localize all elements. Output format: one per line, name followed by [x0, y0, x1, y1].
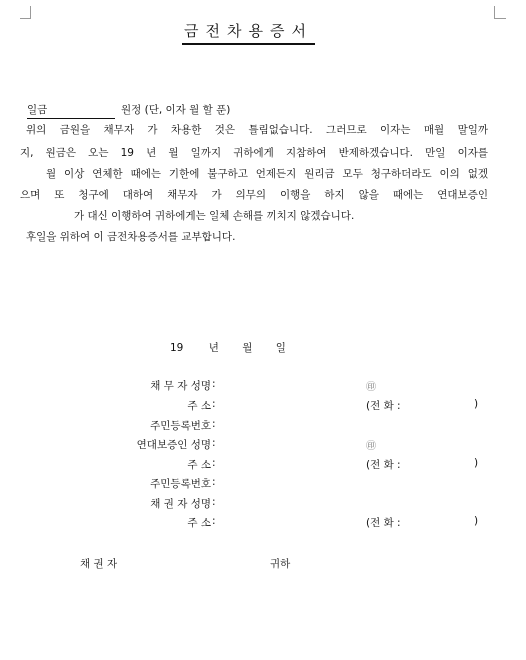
amount-line	[20, 102, 320, 118]
debtor-id-colon: :	[212, 418, 216, 430]
guarantor-id-colon: :	[212, 476, 216, 488]
guarantor-id-label: 주민등록번호	[150, 478, 211, 490]
creditor-name-colon: :	[212, 496, 216, 508]
creditor-addr-label: 주 소	[187, 517, 211, 529]
guarantor-phone: (전 화 :	[366, 459, 401, 471]
date-year: 년	[208, 342, 219, 354]
body-line-4: 으며 또 청구에 대하여 채무자 가 의무의 이행을 하지 않을 때에는 연대보증인	[20, 189, 488, 201]
creditor-phone: (전 화 :	[366, 517, 401, 529]
date-line	[170, 340, 286, 355]
guarantor-name-colon: :	[212, 437, 216, 449]
footer-creditor: 채 권 자	[80, 558, 118, 570]
amount-suffix: 원정 (단, 이자 월 할 푼)	[121, 104, 231, 116]
amount-label: 일금	[27, 102, 115, 119]
date-year-prefix: 19	[170, 342, 184, 354]
guarantor-addr-label: 주 소	[187, 459, 211, 471]
guarantor-name-label: 연대보증인 성명	[136, 439, 211, 451]
body-line-1: 위의 금원을 채무자 가 차용한 것은 틀림없습니다. 그러므로 이자는 매월 말일까	[26, 124, 488, 136]
footer-honorific: 귀하	[270, 558, 291, 570]
body-line-5: 가 대신 이행하여 귀하에게는 일체 손해를 끼치지 않겠습니다.	[74, 210, 355, 222]
debtor-name-colon: :	[212, 378, 216, 390]
document-title: 금전차용증서	[182, 20, 315, 45]
date-day: 일	[275, 342, 286, 354]
guarantor-addr-colon: :	[212, 457, 216, 469]
debtor-addr-label: 주 소	[187, 400, 211, 412]
debtor-phone-close: )	[474, 398, 479, 410]
debtor-name-label: 채 무 자 성명	[150, 380, 211, 392]
guarantor-phone-close: )	[474, 457, 479, 469]
body-line-2: 지, 원금은 오는 19 년 월 일까지 귀하에게 지참하여 반제하겠습니다. 만일 이자를	[20, 147, 488, 159]
body-line-6: 후일을 위하여 이 금전차용증서를 교부합니다.	[26, 231, 236, 243]
guarantor-seal-icon: ㊞	[366, 441, 376, 452]
creditor-addr-colon: :	[212, 515, 216, 527]
date-month: 월	[242, 342, 253, 354]
debtor-seal-icon: ㊞	[366, 382, 376, 393]
debtor-addr-colon: :	[212, 398, 216, 410]
debtor-phone: (전 화 :	[366, 400, 401, 412]
body-line-3: 월 이상 연체한 때에는 기한에 불구하고 언제든지 원리금 모두 청구하더라도 이의 없겠	[46, 168, 488, 180]
creditor-name-label: 채 권 자 성명	[150, 498, 211, 510]
debtor-id-label: 주민등록번호	[150, 420, 211, 432]
creditor-phone-close: )	[474, 515, 479, 527]
